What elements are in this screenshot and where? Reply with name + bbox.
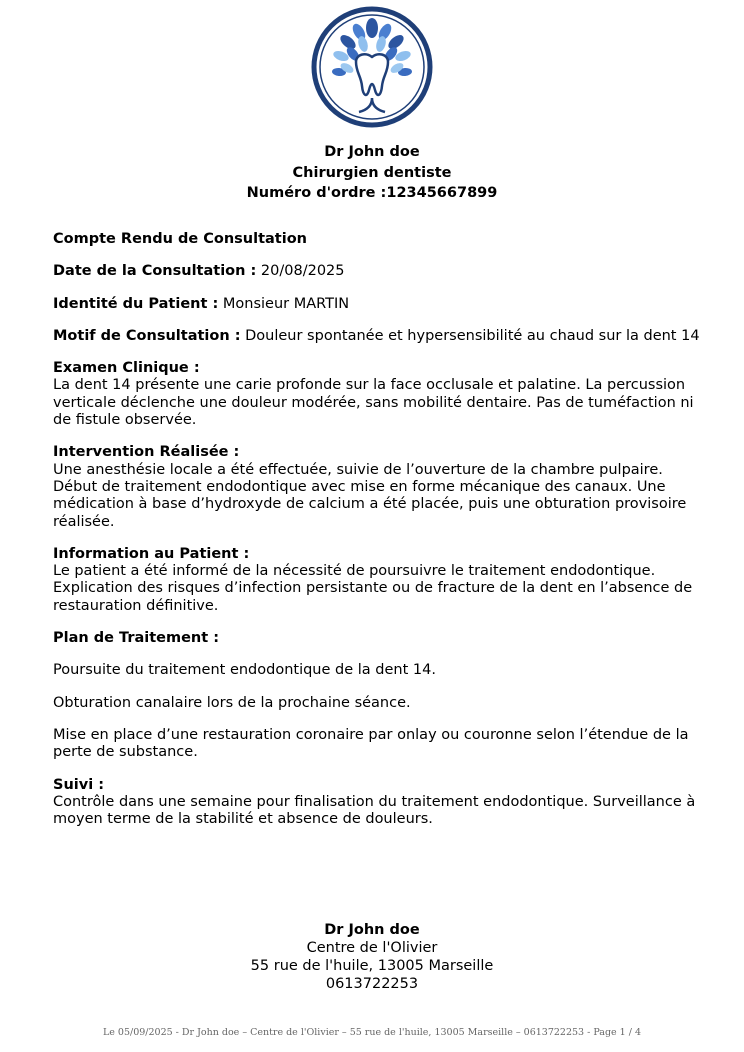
- clinic-logo: [311, 6, 433, 128]
- consultation-motif: [53, 328, 703, 345]
- doctor-name: Dr John doe: [324, 144, 420, 160]
- plan-item: Mise en place d’une restauration coronaire par onlay ou couronne selon l’étendue de la perte de substance.: [53, 726, 689, 761]
- motif-value: Douleur spontanée et hypersensibilité au chaud sur la dent 14: [245, 327, 700, 344]
- exam-text: La dent 14 présente une carie profonde sur la face occlusale et palatine. La percussion verticale déclenche une douleur modérée, sans mobilité dentaire. Pas de tuméfaction ni de fistule observée.: [53, 377, 694, 429]
- patient-value: Monsieur MARTIN: [222, 295, 350, 312]
- signature-block: [0, 921, 744, 993]
- info-label: Information au Patient :: [53, 545, 250, 562]
- patient-info-section: [53, 546, 703, 615]
- page-footer: Le 05/09/2025 - Dr John doe – Centre de l'Olivier – 55 rue de l'huile, 13005 Marseille – 0613722253 - Page 1 / 4: [102, 1027, 642, 1038]
- followup-section: [53, 777, 703, 829]
- doctor-header: [0, 142, 744, 204]
- signature-center: Centre de l'Olivier: [306, 940, 438, 956]
- intervention-section: [53, 444, 703, 530]
- motif-label: Motif de Consultation :: [53, 327, 241, 344]
- intervention-label: Intervention Réalisée :: [53, 444, 240, 461]
- signature-phone: 0613722253: [325, 976, 419, 992]
- report-title: Compte Rendu de Consultation: [53, 231, 307, 247]
- info-text: Le patient a été informé de la nécessité de poursuivre le traitement endodontique. Explication des risques d’infection persistante ou de fracture de la dent en l’absence de restauration définitive.: [53, 563, 693, 614]
- intervention-text: Une anesthésie locale a été effectuée, suivie de l’ouverture de la chambre pulpaire. Début de traitement endodontique avec mise en forme mécanique des canaux. Une médication à base d’hydroxyde de calcium a été placée, puis une obturation provisoire réalisée.: [53, 461, 687, 530]
- suivi-text: Contrôle dans une semaine pour finalisation du traitement endodontique. Surveillance à moyen terme de la stabilité et absence de douleurs.: [53, 793, 696, 828]
- exam-label: Examen Clinique :: [53, 360, 200, 377]
- signature-address: 55 rue de l'huile, 13005 Marseille: [250, 958, 494, 974]
- clinical-exam-section: [53, 360, 703, 429]
- plan-label: Plan de Traitement :: [53, 630, 220, 647]
- order-number: Numéro d'ordre :12345667899: [246, 185, 498, 201]
- plan-item: Obturation canalaire lors de la prochaine séance.: [53, 694, 411, 711]
- consultation-date: [53, 263, 703, 280]
- patient-identity: [53, 296, 703, 313]
- date-label: Date de la Consultation :: [53, 263, 257, 280]
- signature-name: Dr John doe: [324, 922, 420, 938]
- report-body: [53, 231, 703, 843]
- plan-item: Poursuite du traitement endodontique de la dent 14.: [53, 662, 436, 679]
- date-value: 20/08/2025: [260, 263, 345, 280]
- doctor-specialty: Chirurgien dentiste: [292, 164, 452, 181]
- patient-label: Identité du Patient :: [53, 295, 219, 312]
- suivi-label: Suivi :: [53, 776, 105, 793]
